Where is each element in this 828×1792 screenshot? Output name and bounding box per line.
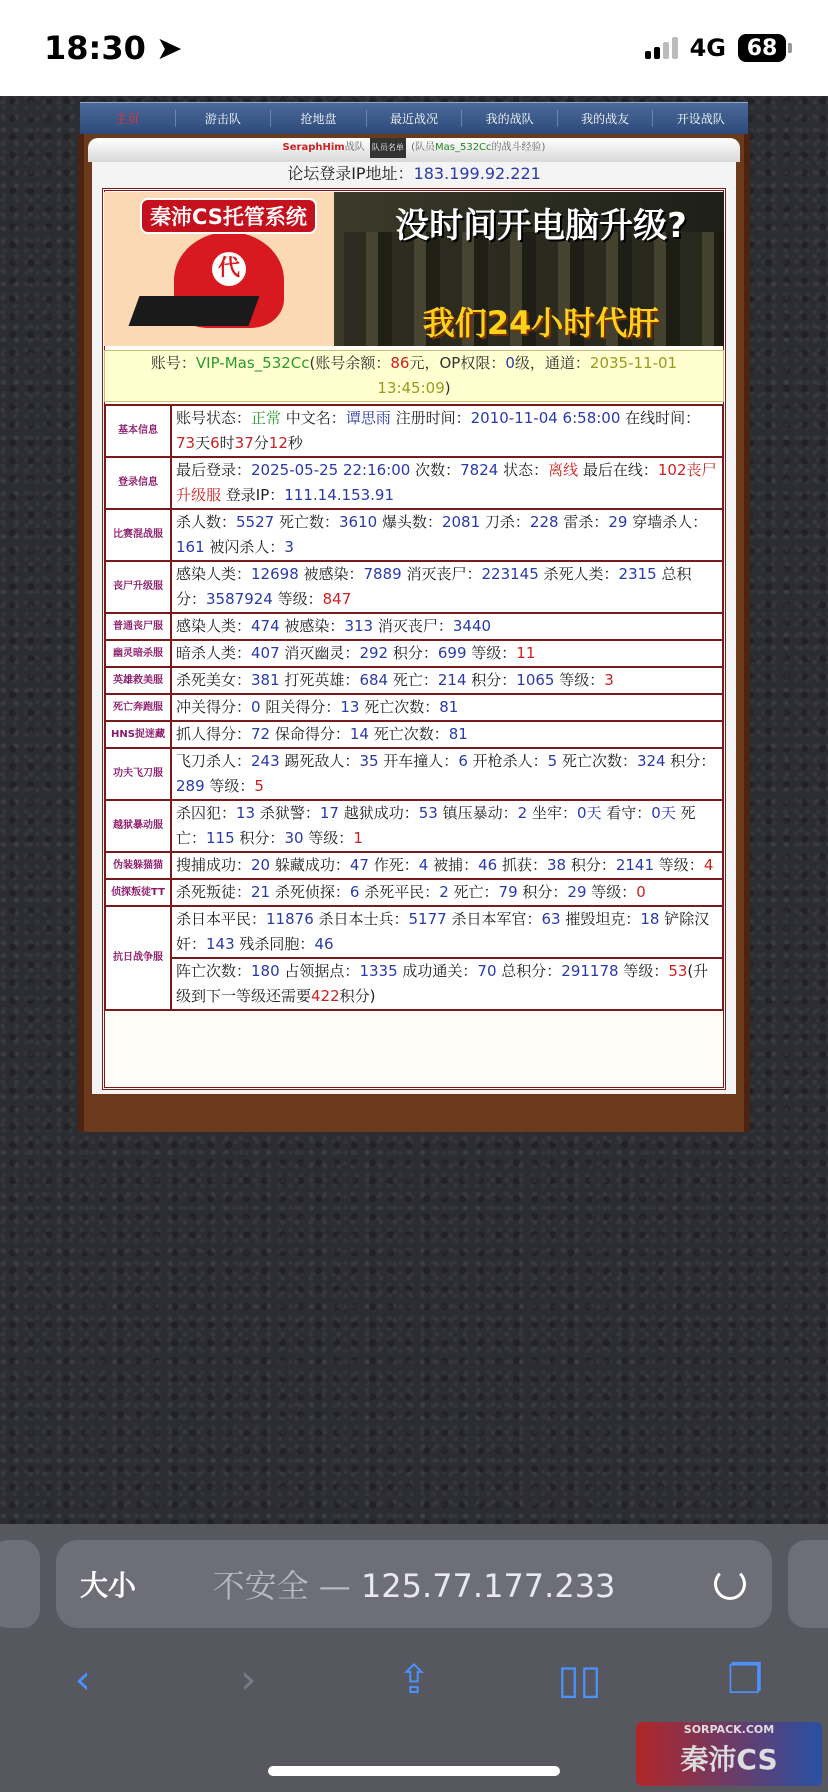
nav-home[interactable]: 主页 (80, 110, 176, 127)
battery-tip (788, 43, 792, 53)
banner-headline: 没时间开电脑升级? (395, 206, 687, 246)
server-label: 侦探叛徒TT (105, 879, 171, 906)
stat-value: 3610 (338, 513, 378, 531)
stat-label: 等级： (303, 829, 354, 847)
stat-value: 5 (254, 777, 264, 795)
stat-label: 刀杀： (480, 513, 530, 531)
stat-label: 死亡次数： (359, 698, 440, 716)
stat-value: 0天 (651, 804, 676, 822)
watermark-brand: 秦沛CS (680, 1743, 778, 1776)
stat-label: 积分： (517, 883, 568, 901)
server-label: 伪装躲猫猫 (105, 852, 171, 879)
server-label: 抗日战争服 (105, 906, 171, 1010)
stat-label: 残杀同胞： (234, 935, 315, 953)
stat-value: 7824 (460, 461, 499, 479)
stat-value: 3 (284, 538, 294, 556)
stat-label: 注册时间： (390, 409, 471, 427)
stat-value: 2081 (441, 513, 481, 531)
nav-my-team[interactable]: 我的战队 (462, 110, 558, 127)
server-stats (171, 561, 723, 613)
ip-label: 论坛登录IP地址： (287, 164, 414, 183)
status-bar (0, 0, 828, 96)
stat-label: 冲关得分： (176, 698, 252, 716)
stat-label: 账号状态： (176, 409, 252, 427)
stat-value: 4 (703, 856, 714, 874)
stat-value: 63 (541, 910, 561, 928)
stat-label: 越狱成功： (338, 804, 419, 822)
url-host: 125.77.177.233 (360, 1567, 616, 1605)
stat-label: 抓获： (497, 856, 547, 874)
bookmarks-icon[interactable]: ▯▯ (557, 1657, 602, 1703)
stat-value: 115 (206, 829, 235, 847)
stat-label: 总积分： (496, 962, 562, 980)
stats-table (104, 404, 724, 1011)
stat-value: 21 (251, 883, 271, 901)
stat-value: 37 (234, 434, 254, 452)
text-size-button[interactable]: 大小 (80, 1569, 137, 1602)
member-prefix: (队员 (411, 142, 435, 153)
stat-value: 847 (322, 590, 352, 608)
stat-value: 5 (547, 752, 558, 770)
team-name[interactable]: SeraphHim (282, 142, 345, 153)
stat-label: 被感染： (298, 565, 364, 583)
stat-label: 阵亡次数： (176, 962, 252, 980)
server-label: 幽灵暗杀服 (105, 640, 171, 667)
stat-value: 29 (567, 883, 587, 901)
stat-label: 作死： (368, 856, 419, 874)
stat-value: 18 (640, 910, 660, 928)
stat-value: 谭思雨 (345, 409, 391, 427)
stat-label: 雷杀： (558, 513, 609, 531)
stat-value: 3440 (452, 617, 492, 635)
member-suffix: 的战斗经验) (491, 142, 546, 153)
server-stats (171, 640, 723, 667)
stat-value: 11 (516, 644, 536, 662)
stat-value: 474 (251, 617, 280, 635)
stat-label: 中文名： (281, 409, 346, 427)
stat-label: 死亡次数： (557, 752, 637, 770)
stat-value: 292 (359, 644, 389, 662)
stat-value: 53 (418, 804, 438, 822)
stat-label: 开车撞人： (378, 752, 459, 770)
signal-icon (645, 37, 678, 59)
stat-label: 杀死平民： (359, 883, 440, 901)
stats-row (105, 640, 723, 667)
server-label: 丧尸升级服 (105, 561, 171, 613)
nav-recent-battles[interactable]: 最近战况 (367, 110, 463, 127)
stats-row (105, 667, 723, 694)
stat-label: 登录IP： (221, 486, 285, 504)
stat-label: 保命得分： (270, 725, 350, 743)
stat-value: 38 (546, 856, 567, 874)
stat-value: 0 (251, 698, 261, 716)
server-stats (171, 852, 723, 879)
stat-value: 29 (608, 513, 628, 531)
stat-value: 214 (437, 671, 467, 689)
stat-label: 最后在线： (578, 461, 658, 479)
watermark-site: SORPACK.COM (683, 1723, 775, 1736)
stat-label: 占领据点： (279, 962, 360, 980)
server-stats (171, 748, 723, 800)
stat-label: 等级： (618, 962, 669, 980)
account-label: 账号： (150, 354, 196, 372)
stats-row (105, 561, 723, 613)
stat-label: 打死英雄： (279, 671, 360, 689)
stat-value: 正常 (251, 409, 282, 427)
stat-label: 最后登录： (176, 461, 252, 479)
status-indicators (645, 34, 792, 62)
stat-value: 161 (176, 538, 205, 556)
stat-label: 镇压暴动： (437, 804, 518, 822)
stat-label: 死亡次数： (368, 725, 449, 743)
stat-label: 状态： (498, 461, 549, 479)
balance-label: (账号余额： (309, 354, 391, 372)
stat-label: 杀狱警： (255, 804, 320, 822)
insecure-label: 不安全 — (212, 1567, 361, 1605)
stat-label: 积分： (665, 752, 716, 770)
server-stats (171, 694, 723, 721)
url-text[interactable] (56, 1561, 772, 1607)
stat-label: 感染人类： (176, 617, 252, 635)
stat-label: 次数： (410, 461, 461, 479)
stat-label: 杀日本平民： (176, 910, 267, 928)
stat-value: 79 (498, 883, 518, 901)
stat-value: 2010-11-04 6:58:00 (470, 409, 621, 427)
ip-value: 183.199.92.221 (413, 164, 541, 183)
stat-value: 离线 (548, 461, 579, 479)
stat-label: 等级： (466, 644, 517, 662)
stat-value: 7889 (363, 565, 402, 583)
stat-label: 阻关得分： (260, 698, 341, 716)
battery-icon: 68 (738, 34, 786, 62)
stat-label: 时 (219, 434, 235, 452)
server-label: 普通丧尸服 (105, 613, 171, 640)
stat-label: 暗杀人类： (176, 644, 252, 662)
member-list-badge[interactable]: 队员名单 (370, 138, 406, 158)
stat-value: 46 (314, 935, 334, 953)
stat-value: 2141 (615, 856, 655, 874)
stat-value: 3587924 (206, 590, 273, 608)
stat-value: 699 (437, 644, 467, 662)
server-stats (171, 879, 723, 906)
account-close: ) (444, 379, 451, 397)
stat-value: 13 (236, 804, 256, 822)
stat-label: 杀死美女： (176, 671, 252, 689)
stat-value: 102丧尸升级服 (176, 461, 717, 504)
server-stats (171, 667, 723, 694)
stat-label: 坐牢： (527, 804, 577, 822)
stat-label: 等级： (204, 777, 255, 795)
stat-label: 爆头数： (377, 513, 442, 531)
stats-row (105, 958, 723, 1010)
account-id: VIP-Mas_532Cc (195, 354, 310, 372)
stat-value: 20 (251, 856, 271, 874)
server-label: 越狱暴动服 (105, 800, 171, 852)
server-stats (171, 800, 723, 852)
browser-toolbar (0, 1640, 828, 1720)
stat-label: 等级： (654, 856, 704, 874)
stat-value: 0 (636, 883, 646, 901)
tabs-icon[interactable]: ❐ (727, 1657, 764, 1703)
stat-label: 成功通关： (397, 962, 478, 980)
stats-row (105, 748, 723, 800)
back-icon[interactable]: ‹ (74, 1657, 91, 1703)
member-name: Mas_532Cc (435, 142, 492, 153)
watermark-logo (636, 1722, 822, 1786)
stat-label: 感染人类： (176, 565, 252, 583)
server-label: 登录信息 (105, 457, 171, 509)
share-icon[interactable]: ⇪ (397, 1657, 431, 1703)
stat-value: 70 (477, 962, 497, 980)
stat-label: 搜捕成功： (176, 856, 252, 874)
stat-label: 积分： (388, 644, 438, 662)
stats-row (105, 613, 723, 640)
server-stats (171, 405, 723, 457)
stat-label: 杀日本军官： (446, 910, 542, 928)
stat-value: 1065 (516, 671, 555, 689)
stat-value: 81 (439, 698, 459, 716)
scroll-header (88, 138, 740, 162)
stats-row (105, 800, 723, 852)
stat-value: 289 (176, 777, 205, 795)
stat-value: 381 (251, 671, 280, 689)
stat-label: 积分： (234, 829, 285, 847)
keyboard-image (129, 296, 260, 326)
op-level: 0 (505, 354, 515, 372)
stat-label: 总积分： (176, 565, 692, 608)
stat-label: 消灭丧尸： (373, 617, 453, 635)
stat-label: 在线时间： (620, 409, 701, 427)
stat-label: 杀死叛徒： (176, 883, 252, 901)
stat-value: 14 (349, 725, 369, 743)
stat-value: 2 (517, 804, 528, 822)
stat-value: 5177 (408, 910, 447, 928)
stat-label: 铲除汉奸： (176, 910, 710, 953)
stat-label: 秒 (287, 434, 303, 452)
stat-value: 13 (340, 698, 360, 716)
stat-value: 81 (448, 725, 468, 743)
nav-create-team[interactable]: 开设战队 (676, 112, 725, 126)
stat-label: 被感染： (279, 617, 345, 635)
stat-value: 291178 (561, 962, 619, 980)
stats-row (105, 906, 723, 958)
server-label: 基本信息 (105, 405, 171, 457)
server-stats (171, 457, 723, 509)
stat-label: 分 (253, 434, 269, 452)
site-nav (80, 102, 748, 134)
stat-value: 12 (268, 434, 288, 452)
balance-unit: 元，OP权限： (409, 354, 506, 372)
status-time (44, 29, 183, 67)
stat-value: 17 (319, 804, 339, 822)
stat-label: 飞刀杀人： (176, 752, 252, 770)
stats-row (105, 457, 723, 509)
stat-label: 死亡： (448, 883, 499, 901)
stat-label: 穿墙杀人： (627, 513, 708, 531)
stats-row (105, 405, 723, 457)
stat-label: 等级： (586, 883, 637, 901)
stat-value: 1 (353, 829, 363, 847)
previous-tab-pill[interactable] (0, 1540, 40, 1628)
stat-label: 杀囚犯： (176, 804, 237, 822)
nav-territory[interactable]: 抢地盘 (271, 110, 367, 127)
stats-row (105, 879, 723, 906)
stat-value: 47 (349, 856, 369, 874)
stat-value: 4 (418, 856, 429, 874)
stat-value: 1335 (359, 962, 398, 980)
stat-label: 等级： (272, 590, 323, 608)
server-stats (171, 613, 723, 640)
stat-value: 30 (284, 829, 304, 847)
server-stats (171, 721, 723, 748)
stats-row (105, 852, 723, 879)
stat-value: 6 (458, 752, 468, 770)
server-stats (171, 906, 723, 958)
stat-label: 死亡： (388, 671, 438, 689)
stat-value: 3 (604, 671, 614, 689)
stat-label: (升级到下一等级还需要 (176, 962, 709, 1005)
account-balance: 86 (390, 354, 410, 372)
banner-logo: 秦沛CS托管系统 (140, 198, 317, 234)
stat-value: 180 (251, 962, 280, 980)
stat-value: 223145 (481, 565, 539, 583)
stat-label: 躲藏成功： (270, 856, 350, 874)
stat-value: 143 (206, 935, 235, 953)
server-label: 英雄救美服 (105, 667, 171, 694)
next-tab-pill[interactable] (788, 1540, 828, 1628)
stat-value: 46 (478, 856, 498, 874)
op-unit: 级，通道： (514, 354, 590, 372)
clock: 18:30 (44, 29, 146, 67)
stat-value: 6 (349, 883, 360, 901)
server-label: 比赛混战服 (105, 509, 171, 561)
reload-icon[interactable] (714, 1568, 746, 1600)
stat-value: 2315 (618, 565, 657, 583)
forward-icon[interactable]: › (240, 1657, 257, 1703)
location-arrow-icon: ➤ (155, 29, 183, 67)
stat-value: 12698 (251, 565, 299, 583)
team-suffix: 战队 (344, 142, 365, 153)
stat-value: 243 (251, 752, 280, 770)
stats-row (105, 721, 723, 748)
mascot-badge: 代 (212, 252, 246, 286)
stat-value: 53 (668, 962, 688, 980)
stat-label: 被捕： (428, 856, 479, 874)
stat-value: 73 (176, 434, 196, 452)
stat-value: 0天 (576, 804, 602, 822)
stat-value: 35 (359, 752, 379, 770)
stat-value: 684 (359, 671, 389, 689)
stat-label: 看守： (601, 804, 652, 822)
server-label: HNS捉迷藏 (105, 721, 171, 748)
stat-label: 积分) (339, 987, 376, 1005)
forum-login-ip (92, 160, 736, 188)
stat-value: 11876 (266, 910, 314, 928)
server-label: 死亡奔跑服 (105, 694, 171, 721)
stat-label: 被闪杀人： (204, 538, 285, 556)
server-label: 功夫飞刀服 (105, 748, 171, 800)
nav-guerrilla[interactable]: 游击队 (176, 110, 272, 127)
stat-label: 消灭丧尸： (401, 565, 482, 583)
stat-value: 313 (344, 617, 374, 635)
stat-label: 杀死侦探： (270, 883, 350, 901)
channel-expiry: 2035-11-01 13:45:09 (377, 354, 678, 397)
stat-label: 等级： (554, 671, 605, 689)
stat-label: 天 (195, 434, 211, 452)
stat-label: 开枪杀人： (467, 752, 548, 770)
server-stats (171, 509, 723, 561)
stat-value: 407 (251, 644, 280, 662)
stats-row (105, 694, 723, 721)
stat-value: 111.14.153.91 (284, 486, 395, 504)
stat-label: 死亡： (176, 804, 696, 847)
stat-label: 抓人得分： (176, 725, 252, 743)
stats-row (105, 509, 723, 561)
stat-value: 6 (210, 434, 220, 452)
stat-label: 杀人数： (176, 513, 237, 531)
nav-my-friends[interactable]: 我的战友 (558, 110, 654, 127)
stat-value: 2 (439, 883, 449, 901)
stat-value: 422 (311, 987, 340, 1005)
stat-label: 积分： (566, 856, 616, 874)
stat-label: 消灭幽灵： (279, 644, 360, 662)
stat-label: 踢死敌人： (279, 752, 360, 770)
stat-label: 死亡数： (274, 513, 339, 531)
stat-value: 2025-05-25 22:16:00 (251, 461, 411, 479)
address-bar[interactable] (56, 1540, 772, 1628)
server-stats (171, 958, 723, 1010)
account-summary (104, 350, 724, 402)
stat-label: 杀死人类： (538, 565, 619, 583)
ad-banner[interactable] (104, 192, 724, 346)
home-indicator (268, 1766, 560, 1776)
stat-value: 228 (529, 513, 559, 531)
stat-label: 积分： (466, 671, 517, 689)
stat-value: 72 (251, 725, 271, 743)
stat-label: 摧毁坦克： (560, 910, 641, 928)
banner-subline: 我们24小时代肝 (422, 304, 660, 342)
stat-value: 5527 (236, 513, 275, 531)
stat-label: 杀日本士兵： (313, 910, 409, 928)
network-type: 4G (689, 34, 726, 62)
stat-value: 324 (636, 752, 666, 770)
